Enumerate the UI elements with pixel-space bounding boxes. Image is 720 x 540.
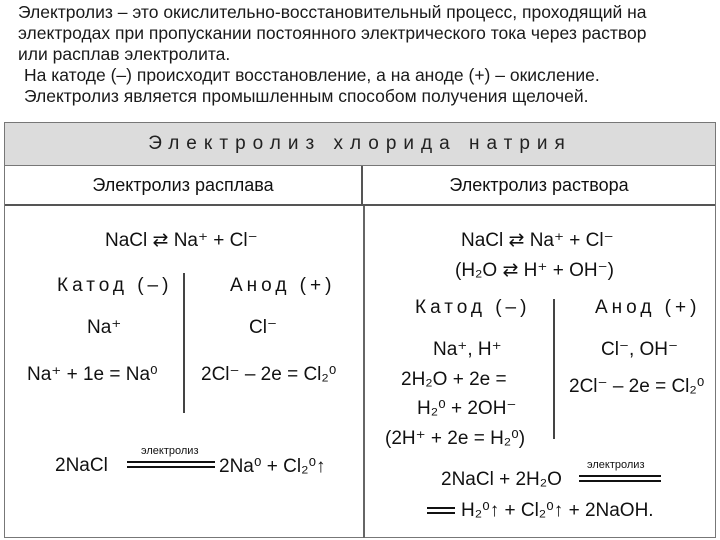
melt-overall-reactant: 2NaCl bbox=[55, 455, 108, 476]
solution-electrolysis-label: электролиз bbox=[587, 459, 645, 471]
intro-line-1: Электролиз – это окислительно-восстановительный процесс, проходящий на bbox=[18, 2, 647, 22]
intro-line-3: или расплав электролита. bbox=[18, 44, 231, 64]
electrolysis-table bbox=[4, 122, 716, 538]
solution-cathode-ions: Na⁺, H⁺ bbox=[433, 339, 502, 360]
melt-anode-label: Анод (+) bbox=[230, 275, 336, 296]
solution-dissociation: NaCl ⇄ Na⁺ + Cl⁻ bbox=[461, 230, 614, 251]
solution-electrode-divider bbox=[553, 299, 555, 439]
melt-anode-ion: Cl⁻ bbox=[249, 317, 277, 338]
solution-reaction-line-2 bbox=[579, 480, 661, 482]
solution-cathode-equation-2: H₂⁰ + 2OH⁻ bbox=[417, 398, 517, 419]
melt-cathode-equation: Na⁺ + 1e = Na⁰ bbox=[27, 364, 158, 385]
solution-water-dissociation: (H₂O ⇄ H⁺ + OH⁻) bbox=[455, 260, 614, 281]
intro-text bbox=[18, 2, 708, 107]
melt-overall-products: 2Na⁰ + Cl₂⁰↑ bbox=[219, 456, 326, 477]
melt-cathode-label: Катод (–) bbox=[57, 275, 173, 296]
intro-line-5: Электролиз является промышленным способом получения щелочей. bbox=[24, 86, 589, 106]
melt-reaction-line-1 bbox=[127, 461, 215, 463]
melt-column-header: Электролиз расплава bbox=[5, 166, 363, 206]
solution-reaction-line-1 bbox=[579, 475, 661, 477]
solution-cathode-equation-1: 2H₂O + 2e = bbox=[401, 369, 507, 390]
melt-anode-equation: 2Cl⁻ – 2e = Cl₂⁰ bbox=[201, 364, 337, 385]
melt-electrode-divider bbox=[183, 273, 185, 413]
solution-cathode-equation-3: (2H⁺ + 2e = H₂⁰) bbox=[385, 428, 526, 449]
intro-line-2: электродах при пропускании постоянного электрического тока через раствор bbox=[18, 23, 647, 43]
solution-reaction-line-4 bbox=[427, 512, 455, 514]
solution-overall-reactants: 2NaCl + 2H₂O bbox=[441, 469, 562, 490]
solution-reaction-line-3 bbox=[427, 507, 455, 509]
melt-electrolysis-label: электролиз bbox=[141, 445, 199, 457]
solution-anode-equation: 2Cl⁻ – 2e = Cl₂⁰ bbox=[569, 376, 705, 397]
melt-dissociation: NaCl ⇄ Na⁺ + Cl⁻ bbox=[105, 230, 258, 251]
solution-anode-ions: Cl⁻, OH⁻ bbox=[601, 339, 679, 360]
table-title-bar bbox=[5, 123, 715, 166]
melt-cathode-ion: Na⁺ bbox=[87, 317, 122, 338]
solution-anode-label: Анод (+) bbox=[595, 297, 701, 318]
solution-cathode-label: Катод (–) bbox=[415, 297, 531, 318]
column-divider bbox=[363, 206, 365, 538]
melt-reaction-line-2 bbox=[127, 466, 215, 468]
table-title: Электролиз хлорида натрия bbox=[148, 133, 572, 154]
intro-line-4: На катоде (–) происходит восстановление, а на аноде (+) – окисление. bbox=[24, 65, 600, 85]
solution-column-header: Электролиз раствора bbox=[363, 166, 715, 206]
solution-overall-products: H₂⁰↑ + Cl₂⁰↑ + 2NaOH. bbox=[461, 500, 654, 521]
